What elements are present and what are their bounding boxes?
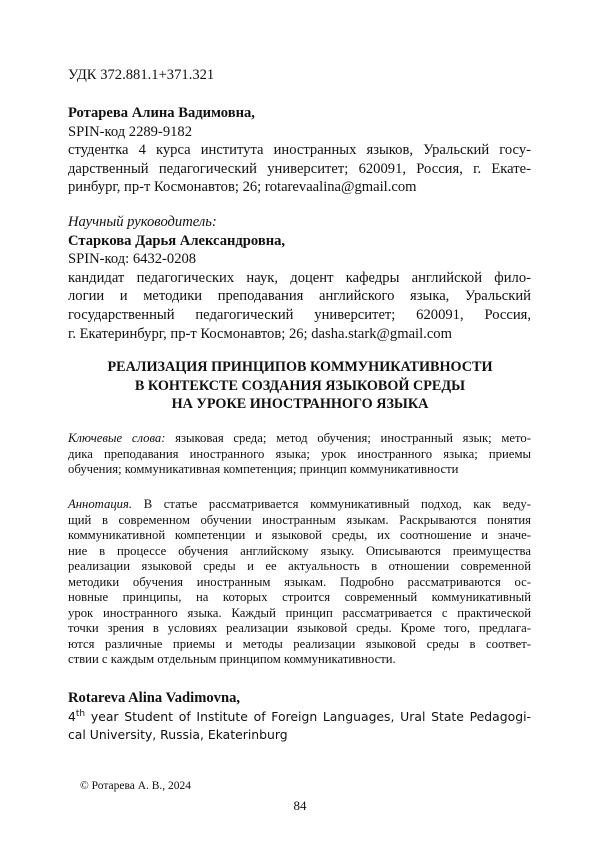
udk-code: УДК 372.881.1+371.321 bbox=[68, 67, 215, 83]
annotation-section bbox=[68, 497, 531, 668]
annotation-line: ются различные приемы и методы реализации языковой среды в соответ- bbox=[68, 636, 531, 651]
english-affiliation: year Student of Institute of Foreign Languages, Ural State Pedagogi- bbox=[85, 708, 531, 724]
year-number: 4 bbox=[68, 708, 76, 724]
keywords-label: Ключевые слова: bbox=[68, 431, 166, 445]
author-name: Ротарева Алина Вадимовна, bbox=[68, 105, 255, 121]
supervisor-affiliation-line: кандидат педагогических наук, доцент кафедры английской фило- bbox=[68, 269, 531, 286]
english-author-info bbox=[68, 689, 531, 745]
copyright-note: © Ротарева А. В., 2024 bbox=[80, 780, 192, 792]
supervisor-affiliation-line: логии и методики преподавания английского языка, Уральский bbox=[68, 288, 531, 305]
annotation-line: точки зрения в условиях реализации языковой среды. Кроме того, предлага- bbox=[68, 621, 531, 635]
annotation-line: новные принципы, на которых строится современный коммуникативный bbox=[68, 590, 531, 604]
supervisor-affiliation-line: государственный педагогический университет; 620091, Россия, bbox=[68, 306, 531, 323]
annotation-text: В статье рассматривается коммуникативный подход, как веду- bbox=[132, 497, 531, 511]
annotation-label: Аннотация. bbox=[68, 497, 133, 511]
keywords-section bbox=[68, 431, 531, 478]
author-spin: SPIN-код 2289-9182 bbox=[68, 123, 193, 140]
annotation-line: урок иностранного языка. Каждый принцип рассматривается с практической bbox=[68, 605, 531, 620]
annotation-line: методики обучения иностранным языкам. Подробно рассматриваются ос- bbox=[68, 574, 531, 589]
keywords-line: обучения; коммуникативная компетенция; принцип коммуникативности bbox=[68, 462, 459, 476]
annotation-line: коммуникативной компетенции и языковой среды, их соотношение и значе- bbox=[68, 528, 531, 542]
author-affiliation-line: ринбург, пр-т Космонавтов; 26; rotarevaalina@gmail.com bbox=[68, 179, 417, 196]
supervisor-name: Старкова Дарья Александровна, bbox=[68, 232, 286, 249]
annotation-line: щий в современном обучении иностранным языкам. Раскрываются понятия bbox=[68, 512, 531, 527]
page-number: 84 bbox=[293, 798, 307, 813]
supervisor-info bbox=[68, 213, 531, 343]
article-title: РЕАЛИЗАЦИЯ ПРИНЦИПОВ КОММУНИКАТИВНОСТИ В КОНТЕКСТЕ СОЗДАНИЯ ЯЗЫКОВОЙ СРЕДЫ НА УРОКЕ ИНОСТРАННОГО ЯЗЫКА bbox=[107, 359, 493, 413]
annotation-line: ствии с каждым отдельным принципом коммуникативности. bbox=[68, 652, 396, 666]
annotation-line: ние в процессе обучения английскому языку. Описываются преимущества bbox=[68, 543, 531, 558]
english-affiliation-line: cal University, Russia, Ekaterinburg bbox=[68, 727, 288, 743]
supervisor-label: Научный руководитель: bbox=[68, 214, 217, 230]
supervisor-spin: SPIN-код: 6432-0208 bbox=[68, 251, 197, 268]
annotation-line: реализации языковой среды и ее актуальность в отношении современной bbox=[68, 559, 531, 573]
author-affiliation-line: дарственный педагогический университет; 620091, Россия, г. Екате- bbox=[68, 160, 531, 177]
author-affiliation-line: студентка 4 курса института иностранных языков, Уральский госу- bbox=[68, 142, 531, 159]
keywords-text: языковая среда; метод обучения; иностранный язык; мето- bbox=[165, 431, 531, 445]
author-info bbox=[68, 104, 531, 197]
keywords-line: дика преподавания иностранного языка; урок иностранного языка; приемы bbox=[68, 446, 531, 461]
year-suffix: th bbox=[75, 708, 86, 719]
supervisor-affiliation-line: г. Екатеринбург, пр-т Космонавтов; 26; dasha.stark@gmail.com bbox=[68, 325, 452, 342]
english-author-name: Rotareva Alina Vadimovna, bbox=[68, 690, 241, 706]
